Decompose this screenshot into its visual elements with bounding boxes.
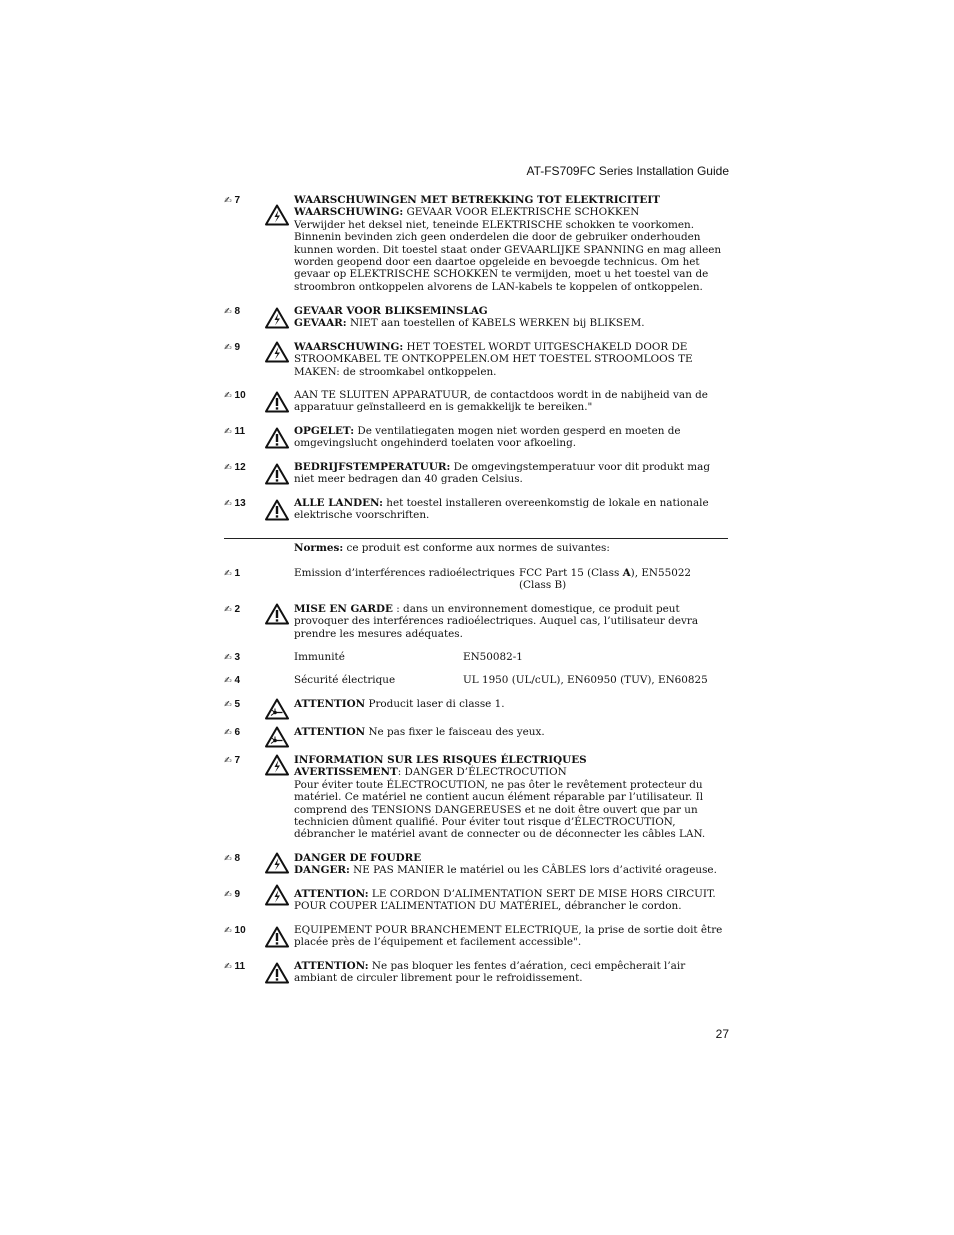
caution-warning-icon <box>265 499 289 521</box>
pointing-hand-icon: ✍ <box>224 195 232 205</box>
running-header: AT-FS709FC Series Installation Guide <box>526 164 729 178</box>
note-french-11: ✍ 11 ATTENTION: Ne pas bloquer les fentes d’aération, ceci empêcherait l’air ambiant de circuler librement pour le refroidissement. <box>224 960 686 985</box>
caution-warning-icon <box>265 603 289 625</box>
pointing-hand-icon: ✍ <box>224 755 232 765</box>
caution-warning-icon <box>265 427 289 449</box>
pointing-hand-icon: ✍ <box>224 889 232 899</box>
caution-warning-icon <box>265 391 289 413</box>
note-french-7: ✍ 7 INFORMATION SUR LES RISQUES ÉLECTRIQUES AVERTISSEMENT: DANGER D’ÉLECTROCUTION Pour éviter toute ÉLECTROCUTION, ne pas ôter le revêtement protecteur du matériel. Ce matériel ne contient aucun élément réparable par l’utilisateur. Il comprend des TENSIONS DANGEREUSES et ne doit être ouvert que par un technicien dûment qualifié. Pour éviter tout risque d’ÉLECTROCUTION, débrancher le matériel avant de connecter ou de déconnecter les câbles LAN. <box>224 754 706 841</box>
note-french-3: ✍ 3 Immunité EN50082-1 <box>224 651 523 663</box>
note-title: WAARSCHUWINGEN MET BETREKKING TOT ELEKTRICITEIT <box>294 194 660 206</box>
note-dutch-13: ✍ 13 ALLE LANDEN: het toestel installeren overeenkomstig de lokale en nationale elektrische voorschriften. <box>224 497 709 522</box>
note-french-8: ✍ 8 DANGER DE FOUDRE DANGER: NE PAS MANIER le matériel ou les CÂBLES lors d’activité orageuse. <box>224 852 717 877</box>
note-dutch-8: ✍ 8 GEVAAR VOOR BLIKSEMINSLAG GEVAAR: NIET aan toestellen of KABELS WERKEN bij BLIKSEM. <box>224 305 645 330</box>
normes-intro: Normes: ce produit est conforme aux normes de suivantes: <box>294 542 610 554</box>
note-dutch-10: ✍ 10 AAN TE SLUITEN APPARATUUR, de contactdoos wordt in de nabijheid van de apparatuur geïnstalleerd en is gemakkelijk te bereiken." <box>224 389 708 414</box>
note-french-1: ✍ 1 Emission d’interférences radioélectriques FCC Part 15 (Class A), EN55022 (Class B) <box>224 567 692 592</box>
electrical-warning-icon <box>265 754 289 776</box>
laser-warning-icon <box>265 698 289 720</box>
pointing-hand-icon: ✍ <box>224 853 232 863</box>
note-french-6: ✍ 6 ATTENTION Ne pas fixer le faisceau des yeux. <box>224 726 729 738</box>
pointing-hand-icon: ✍ <box>224 498 232 508</box>
note-french-2: ✍ 2 MISE EN GARDE : dans un environnement domestique, ce produit peut provoquer des interférences radioélectriques. Auquel cas, l’utilisateur devra prendre les mesures adéquates. <box>224 603 699 640</box>
pointing-hand-icon: ✍ <box>224 675 232 685</box>
electrical-warning-icon <box>265 884 289 906</box>
pointing-hand-icon: ✍ <box>224 961 232 971</box>
pointing-hand-icon: ✍ <box>224 306 232 316</box>
caution-warning-icon <box>265 962 289 984</box>
pointing-hand-icon: ✍ <box>224 568 232 578</box>
note-dutch-9: ✍ 9 WAARSCHUWING: HET TOESTEL WORDT UITGESCHAKELD DOOR DE STROOMKABEL TE ONTKOPPELEN.OM HET TOESTEL STROOMLOOS TE MAKEN: de stroomkabel ontkoppelen. <box>224 341 693 378</box>
pointing-hand-icon: ✍ <box>224 462 232 472</box>
electrical-warning-icon <box>265 307 289 329</box>
pointing-hand-icon: ✍ <box>224 652 232 662</box>
note-dutch-12: ✍ 12 BEDRIJFSTEMPERATUUR: De omgevingstemperatuur voor dit produkt mag niet meer bedragen dan 40 graden Celsius. <box>224 461 710 486</box>
pointing-hand-icon: ✍ <box>224 925 232 935</box>
note-french-4: ✍ 4 Sécurité électrique UL 1950 (UL/cUL), EN60950 (TUV), EN60825 <box>224 674 708 686</box>
laser-warning-icon <box>265 726 289 748</box>
note-french-10: ✍ 10 EQUIPEMENT POUR BRANCHEMENT ELECTRIQUE, la prise de sortie doit être placée près de l’équipement et facilement accessible". <box>224 924 723 949</box>
pointing-hand-icon: ✍ <box>224 604 232 614</box>
pointing-hand-icon: ✍ <box>224 426 232 436</box>
pointing-hand-icon: ✍ <box>224 699 232 709</box>
pointing-hand-icon: ✍ <box>224 342 232 352</box>
note-french-9: ✍ 9 ATTENTION: LE CORDON D’ALIMENTATION SERT DE MISE HORS CIRCUIT. POUR COUPER L’ALIMENTATION DU MATÉRIEL, débrancher le cordon. <box>224 888 729 913</box>
electrical-warning-icon <box>265 341 289 363</box>
page-number: 27 <box>715 1027 729 1041</box>
section-divider <box>224 538 728 539</box>
note-dutch-7: ✍ 7 WAARSCHUWINGEN MET BETREKKING TOT ELEKTRICITEIT WAARSCHUWING: GEVAAR VOOR ELEKTRISCHE SCHOKKEN Verwijder het deksel niet, teneinde ELEKTRISCHE schokken te voorkomen. Binnenin bevinden zich geen onderdelen die door de gebruiker onderhouden kunnen worden. Dit toestel staat onder GEVAARLIJKE SPANNING en mag alleen worden geopend door een daartoe opgeleide en bevoegde technicus. Om het gevaar op ELEKTRISCHE SCHOKKEN te vermijden, moet u het toestel van de stroombron ontkoppelen alvorens de LAN-kabels te koppelen of ontkoppelen. <box>224 194 722 293</box>
pointing-hand-icon: ✍ <box>224 390 232 400</box>
electrical-warning-icon <box>265 852 289 874</box>
note-french-5: ✍ 5 ATTENTION Producit laser di classe 1. <box>224 698 729 710</box>
caution-warning-icon <box>265 926 289 948</box>
electrical-warning-icon <box>265 204 289 226</box>
note-dutch-11: ✍ 11 OPGELET: De ventilatiegaten mogen niet worden gesperd en moeten de omgevingslucht ongehinderd toelaten voor afkoeling. <box>224 425 681 450</box>
pointing-hand-icon: ✍ <box>224 727 232 737</box>
caution-warning-icon <box>265 463 289 485</box>
